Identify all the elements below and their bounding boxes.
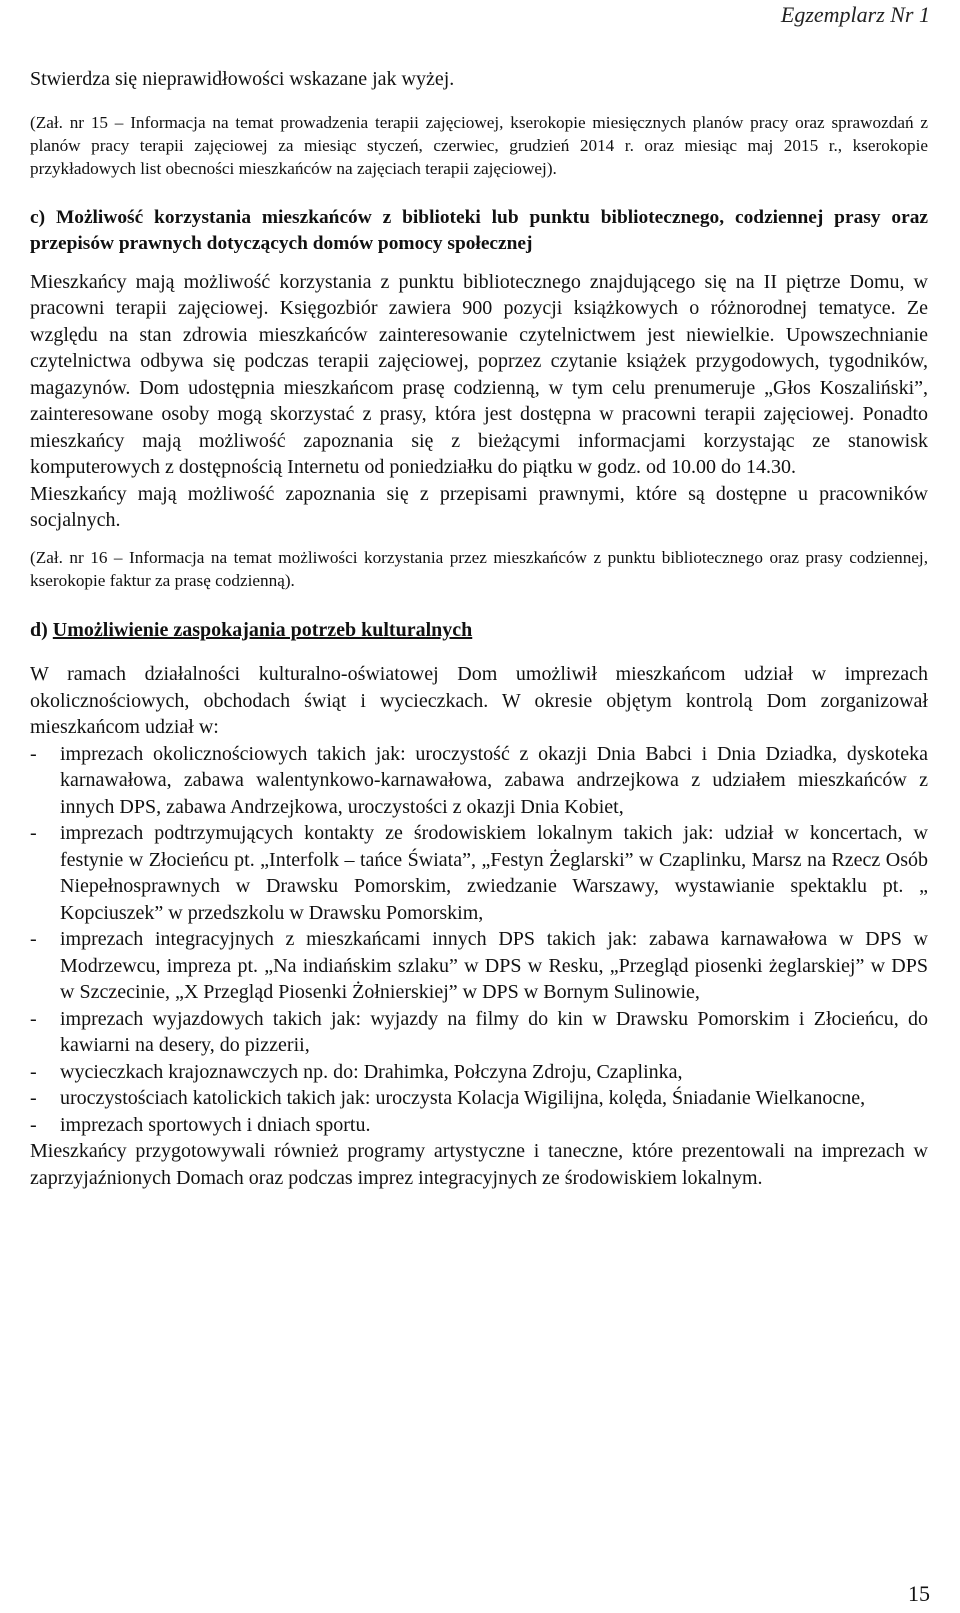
list-item	[30, 820, 928, 926]
list-item-text: imprezach sportowych i dniach sportu.	[60, 1113, 371, 1136]
page-number: 15	[908, 1581, 930, 1606]
section-d-intro: W ramach działalności kulturalno-oświatowej Dom umożliwił mieszkańcom udział w imprezach okolicznościowych, obchodach świąt i wycieczkach. W okresie objętym kontrolą Dom zorganizował mieszkańcom udział w:	[30, 663, 928, 739]
section-d-title: Umożliwienie zaspokajania potrzeb kulturalnych	[52, 618, 473, 641]
list-item	[30, 1112, 928, 1139]
list-item	[30, 741, 928, 821]
list-item-text: imprezach wyjazdowych takich jak: wyjazdy na filmy do kin w Drawsku Pomorskim i Złocieńcu, do kawiarni na desery, do pizzerii,	[60, 1007, 928, 1057]
dash-bullet: -	[30, 1113, 37, 1136]
attachment-note-16: (Zał. nr 16 – Informacja na temat możliwości korzystania przez mieszkańców z punktu bibliotecznego oraz prasy codziennej, kserokopie faktur za prasę codzienną).	[30, 547, 928, 591]
dash-bullet: -	[30, 1007, 37, 1030]
list-item	[30, 926, 928, 1006]
dash-bullet: -	[30, 1087, 37, 1110]
section-d-closing: Mieszkańcy przygotowywali również programy artystyczne i taneczne, które prezentowali na imprezach w zaprzyjaźnionych Domach oraz podczas imprez integracyjnych ze środowiskiem lokalnym.	[30, 1140, 928, 1189]
list-item	[30, 1006, 928, 1059]
dash-bullet: -	[30, 742, 37, 765]
section-c-paragraph-2: Mieszkańcy mają możliwość zapoznania się z przepisami prawnymi, które są dostępne u pracowników socjalnych.	[30, 482, 928, 532]
list-item-text: uroczystościach katolickich takich jak: uroczysta Kolacja Wigilijna, kolęda, Śniadanie Wielkanocne,	[60, 1087, 866, 1110]
dash-bullet: -	[30, 1060, 37, 1083]
attachment-note-15: (Zał. nr 15 – Informacja na temat prowadzenia terapii zajęciowej, kserokopie miesięcznych planów pracy oraz sprawozdań z planów pracy terapii zajęciowej za miesiąc styczeń, czerwiec, grudzień 2014 r. oraz miesiąc maj 2015 r., kserokopie przykładowych list obecności mieszkańców na zajęciach terapii zajęciowej).	[30, 112, 928, 179]
dash-bullet: -	[30, 822, 37, 845]
section-d-label: d)	[30, 618, 48, 641]
section-c-heading: c) Możliwość korzystania mieszkańców z biblioteki lub punktu bibliotecznego, codziennej prasy oraz przepisów prawnych dotyczących domów pomocy społecznej	[30, 206, 928, 254]
copy-number-header: Egzemplarz Nr 1	[780, 2, 930, 27]
intro-statement: Stwierdza się nieprawidłowości wskazane jak wyżej.	[30, 68, 455, 90]
list-item-text: wycieczkach krajoznawczych np. do: Drahimka, Połczyna Zdroju, Czaplinka,	[60, 1060, 683, 1083]
dash-bullet: -	[30, 928, 37, 951]
list-item	[30, 1059, 928, 1086]
list-item	[30, 1085, 928, 1112]
page-content	[30, 66, 928, 1191]
list-item-text: imprezach integracyjnych z mieszkańcami innych DPS takich jak: zabawa karnawałowa w DPS w Modrzewcu, impreza pt. „Na indiańskim szlaku” w DPS w Resku, „Przegląd piosenki żeglarskiej” w DPS w Szczecinie, „X Przegląd Piosenki Żołnierskiej” w DPS w Bornym Sulinowie,	[60, 928, 928, 1004]
section-d-heading	[30, 617, 928, 644]
section-c-paragraph-1: Mieszkańcy mają możliwość korzystania z punktu bibliotecznego znajdującego się na II piętrze Domu, w pracowni terapii zajęciowej. Księgozbiór zawiera 900 pozycji książkowych o różnorodnej tematyce. Ze względu na stan zdrowia mieszkańców zainteresowanie czytelnictwem jest niewielkie. Upowszechnianie czytelnictwa odbywa się podczas terapii zajęciowej, poprzez czytanie książek przygodowych, tygodników, magazynów. Dom udostępnia mieszkańcom prasę codzienną, w tym celu prenumeruje „Głos Koszaliński”, zainteresowane osoby mogą skorzystać z prasy, która jest dostępna w pracowni terapii zajęciowej. Ponadto mieszkańcy mają możliwość zapoznania się z bieżącymi informacjami korzystając ze stanowisk komputerowych z dostępnością Internetu od poniedziałku do piątku w godz. od 10.00 do 14.30.	[30, 270, 928, 479]
list-item-text: imprezach okolicznościowych takich jak: uroczystość z okazji Dnia Babci i Dnia Dziadka, dyskoteka karnawałowa, zabawa walentynkowo-karnawałowa, zabawa andrzejkowa z udziałem mieszkańców z innych DPS, zabawa Andrzejkowa, uroczystości z okazji Dnia Kobiet,	[60, 742, 928, 818]
event-list	[30, 741, 928, 1139]
list-item-text: imprezach podtrzymujących kontakty ze środowiskiem lokalnym takich jak: udział w koncertach, w festynie w Złocieńcu pt. „Interfolk – tańce Świata”, „Festyn Żeglarski” w Czaplinku, Marsz na Rzecz Osób Niepełnosprawnych w Drawsku Pomorskim, zwiedzanie Warszawy, wystawianie spektaklu pt. „ Kopciuszek” w przedszkolu w Drawsku Pomorskim,	[60, 822, 928, 924]
